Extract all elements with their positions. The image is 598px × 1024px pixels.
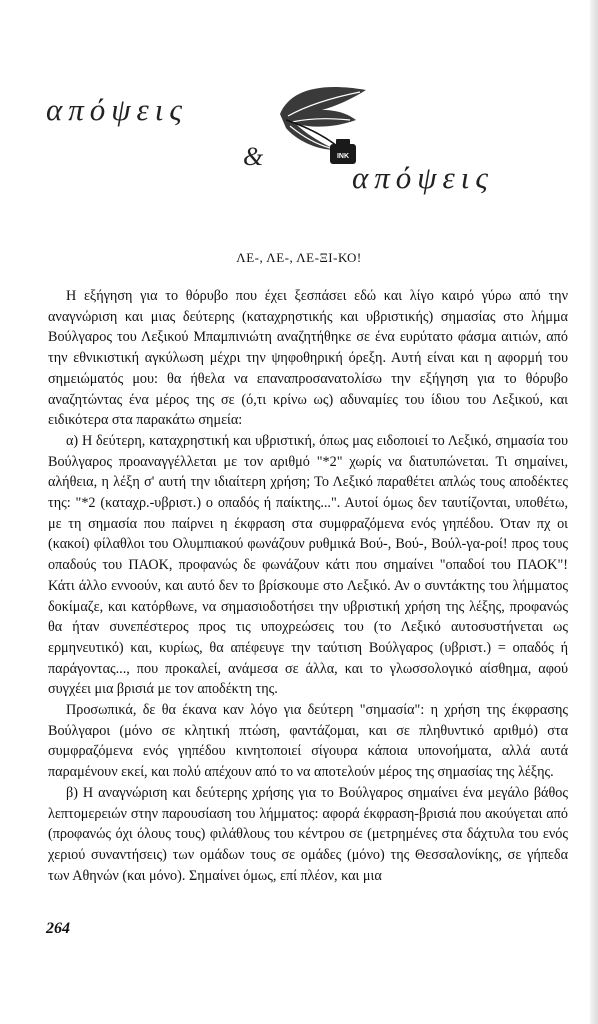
paragraph: Προσωπικά, δε θα έκανα καν λόγο για δεύτερη "σημασία": η χρήση της έκφρασης Βούλγαροι (μόνο σε κλητική πτώση, φαντάζομαι, και σε πληθυντικό αριθμό) στα συμφραζόμενα ενός γηπέδου κινητοποιεί σίγουρα κάποια υπονοήματα, αλλά αυτά παραμένουν εκεί, και πολύ απέχουν από το να αποτελούν μέρος της σημασίας της λέξης. <box>48 702 568 781</box>
section-heading-right: απόψεις <box>352 160 494 195</box>
ampersand: & <box>243 142 264 171</box>
paragraph: α) Η δεύτερη, καταχρηστική και υβριστική, όπως μας ειδοποιεί το Λεξικό, σημασία του Βούλγαρος προαναγγέλλεται με τον αριθμό "*2" χωρίς να διατυπώνεται. Τι σημαίνει, αλήθεια, η λέξη σ' αυτή την ιδιαίτερη χρήση; Το Λεξικό παραθέτει απλώς τους αποδέκτες της: "*2 (καταχρ.-υβριστ.) ο οπαδός ή παίκτης...". Αυτοί όμως δεν ταυτίζονται, υποθέτω, με τη σημασία που παίρνει η έκφραση στα συμφραζόμενα ενός γηπέδου. Όταν πχ οι (κακοί) φίλαθλοι του Ολυμπιακού φωνάζουν ρυθμικά Βού-, Βού-, Βούλ-γα-ροί! προς τους οπαδούς του ΠΑΟΚ, προφανώς δε φωνάζουν κάτι που σημαίνει "οπαδοί του ΠΑΟΚ"! Κάτι άλλο εννοούν, και αυτό δεν το βρίσκουμε στο Λεξικό. Αν ο συντάκτης του λήμματος δοκίμαζε, και κατόρθωνε, να σημασιοδοτήσει την υβριστική χρήση της λέξης, προφανώς θα ήταν συνεπέστερος προς τις υποχρεώσεις του (το Λεξικό αυτοσυστήνεται ως ερμηνευτικό) και, κυρίως, θα απέφευγε την ταύτιση Βούλγαρος (υβριστ.) = οπαδός ή παράγοντας..., που προκαλεί, ανάμεσα σε άλλα, και το γλωσσολογικό αίσθημα, αφού συγχέει μια βρισιά με τον αποδέκτη της. <box>48 432 568 698</box>
quill-inkwell-logo <box>276 84 370 166</box>
scan-edge <box>590 0 598 1024</box>
paragraph: Η εξήγηση για το θόρυβο που έχει ξεσπάσει εδώ και λίγο καιρό γύρω από την αναγνώριση και μιας δεύτερης (καταχρηστικής και υβριστικής) σημασίας στο λήμμα Βούλγαρος του Λεξικού Μπαμπινιώτη αναζητήθηκε σε ένα ευρύτατο φάσμα αιτιών, από την εθνικιστική αγκύλωση μέχρι την ψηφοθηρική όρεξη. Αυτή είναι και η αφορμή του σημειώματός μου: θα ήθελα να επαναπροσανατολίσω την εξήγηση για το θόρυβο αναζητώντας ένα μέρος της σε (ό,τι κρίνω ως) αδυναμίες του ίδιου του Λεξικού, και ειδικότερα στα παρακάτω σημεία: <box>48 288 568 429</box>
inkwell-neck <box>336 139 350 146</box>
page-number: 264 <box>46 920 70 937</box>
paragraph: β) Η αναγνώριση και δεύτερης χρήσης για το Βούλγαρος σημαίνει ένα μεγάλο βάθος λεπτομερειών στην παρουσίαση του λήμματος: αφορά έκφραση-βρισιά που ακούγεται από (προφανώς όχι όλους τους) φιλάθλους του κέντρου σε (μετρημένες στα δάχτυλα του ενός χεριού συναντήσεις) των ομάδων τους σε ομάδες (μόνο) της Θεσσαλονίκης, σε γήπεδα των Αθηνών (και μόνο). Σημαίνει όμως, επί πλέον, και μια <box>48 784 568 884</box>
inkwell-label: INK <box>336 153 350 160</box>
section-heading-left: απόψεις <box>46 92 188 127</box>
article-title: ΛΕ-, ΛΕ-, ΛΕ-ΞΙ-ΚΟ! <box>236 250 362 265</box>
article-body <box>48 286 568 886</box>
